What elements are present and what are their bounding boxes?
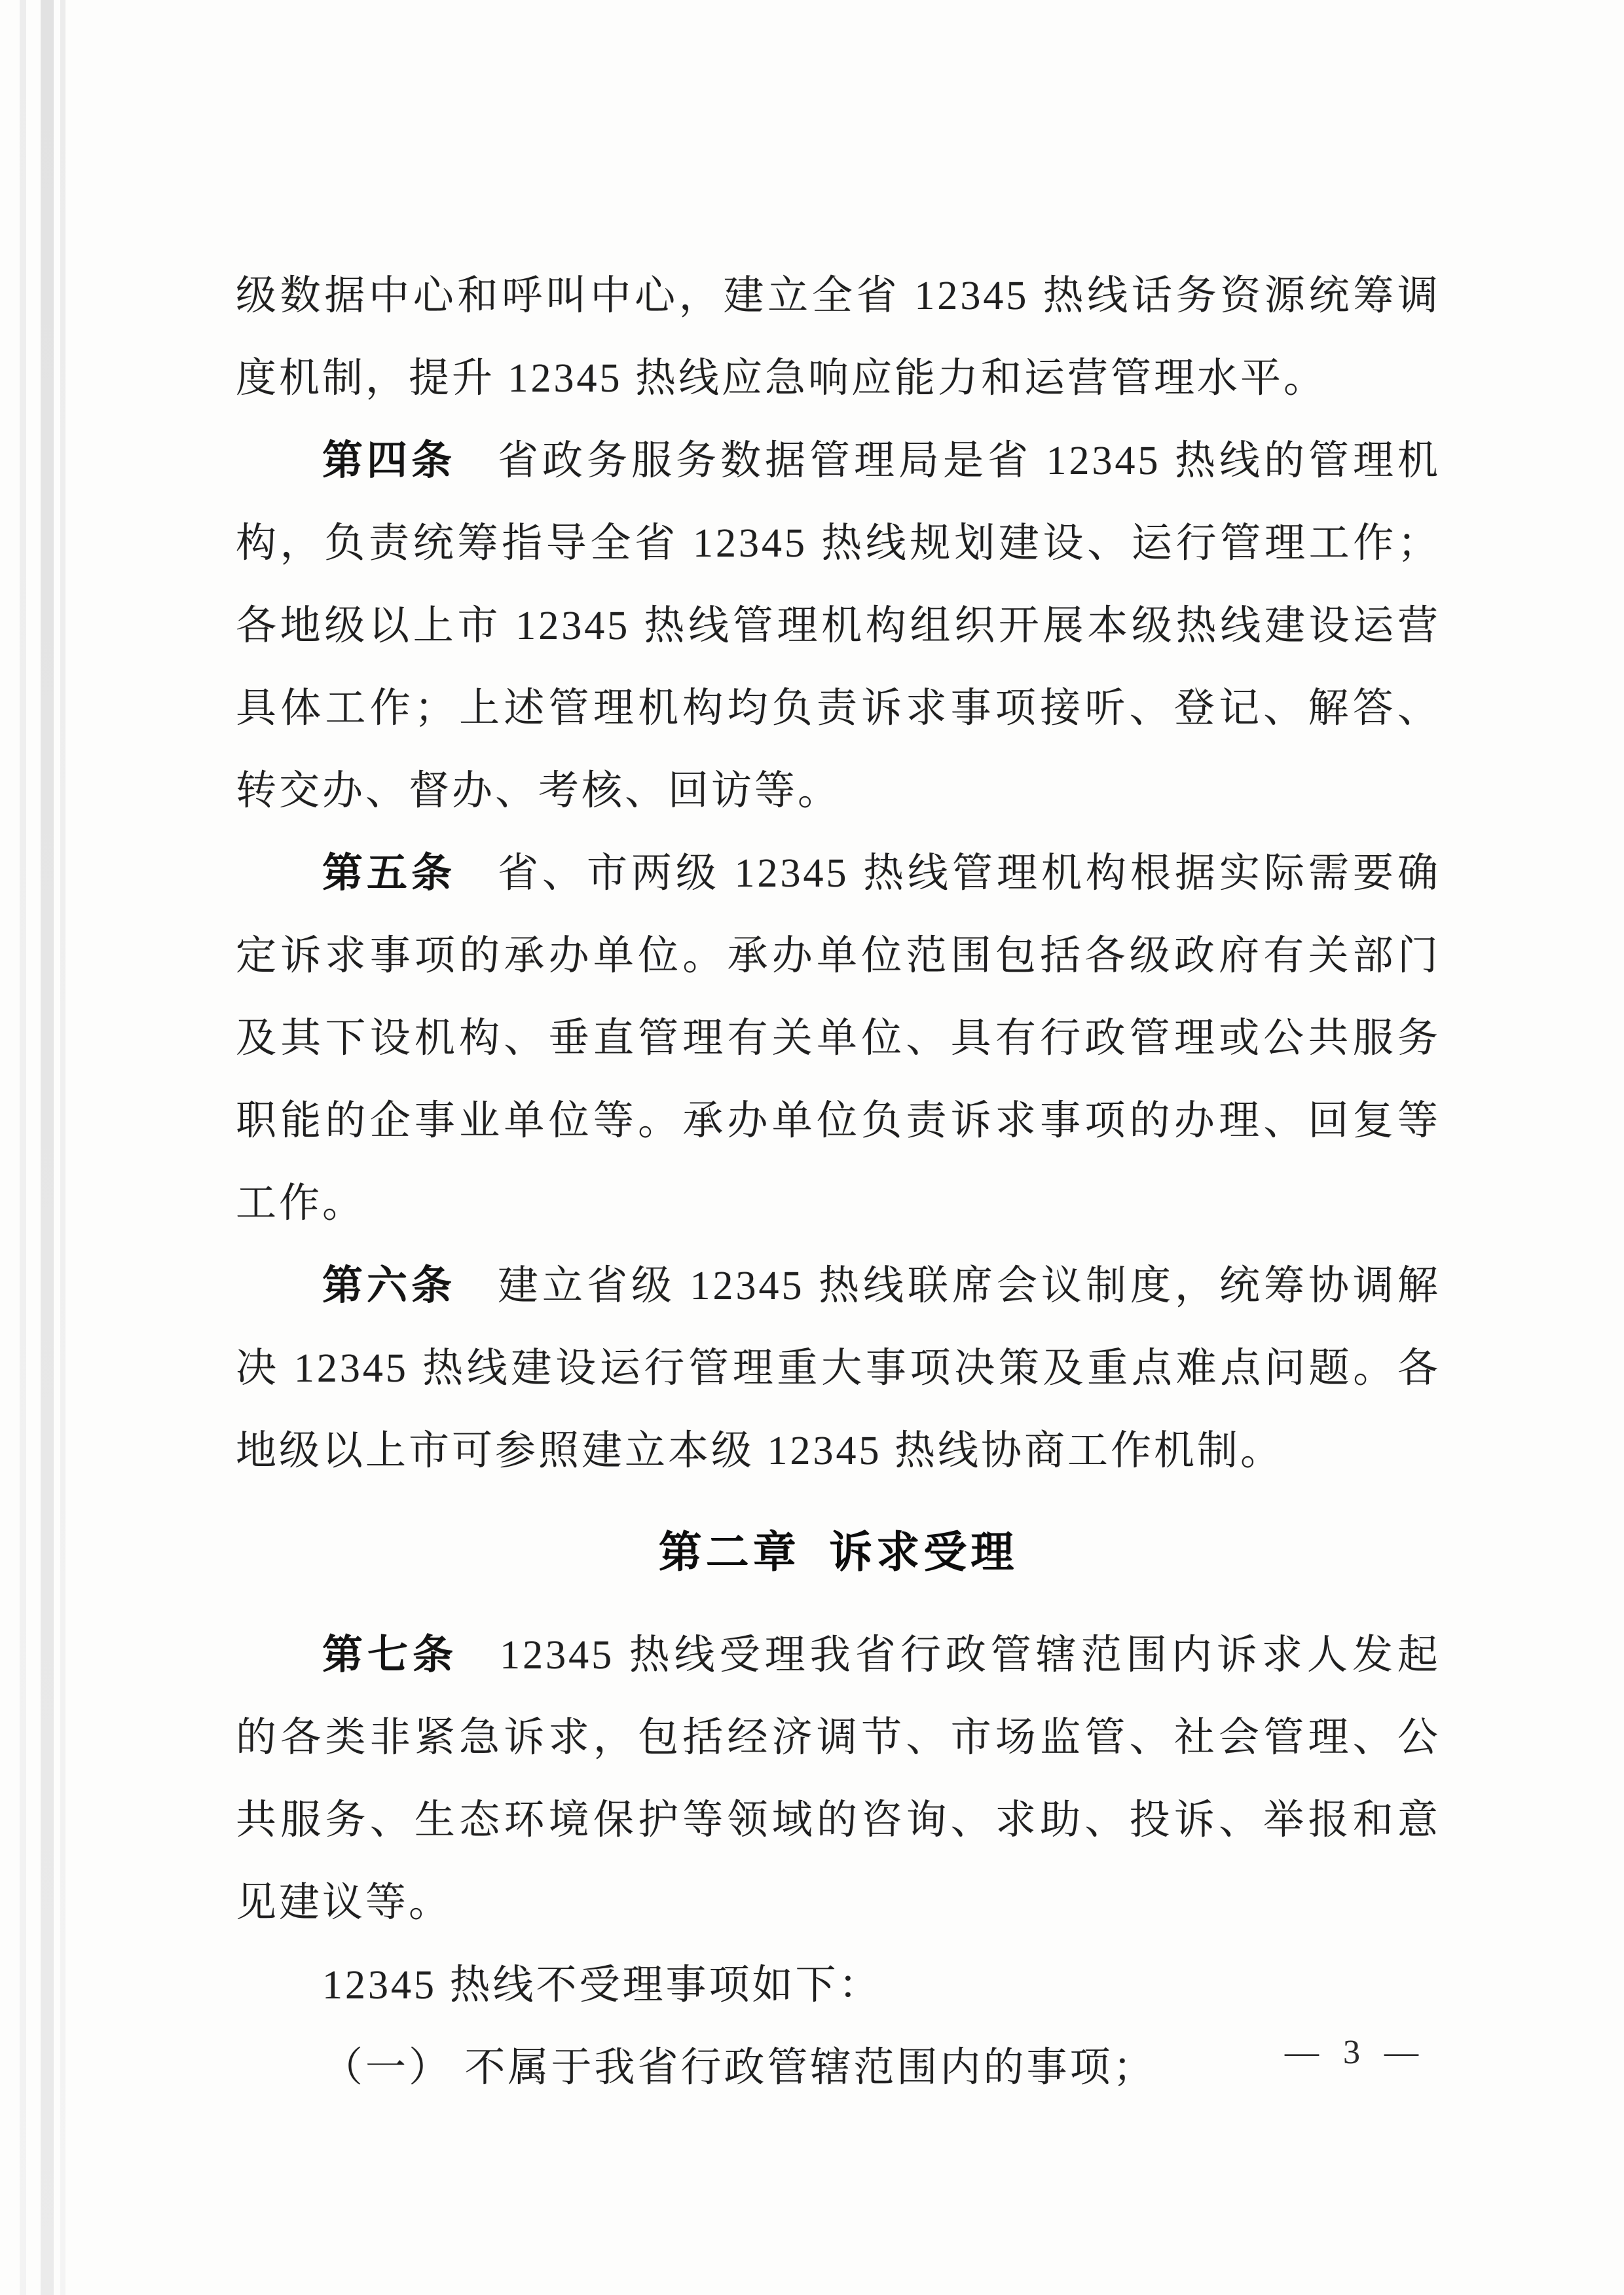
document-body <box>236 255 1441 2109</box>
page-number: — 3 — <box>1285 2034 1426 2071</box>
chapter-heading: 第二章 诉求受理 <box>658 1529 1018 1577</box>
article-number-label: 第五条 <box>322 851 456 896</box>
article-paragraph <box>236 1614 1441 1944</box>
article-number-label: 第六条 <box>322 1263 456 1308</box>
article-paragraph <box>236 1245 1441 1492</box>
article-number-label: 第四条 <box>322 438 456 483</box>
scan-binding-artifact <box>41 0 54 2295</box>
scan-binding-artifact <box>60 0 65 2295</box>
article-text: 省、市两级 12345 热线管理机构根据实际需要确定诉求事项的承办单位。承办单位范围包括各级政府有关部门及其下设机构、垂直管理有关单位、具有行政管理或公共服务职能的企事业单位等。承办单位负责诉求事项的办理、回复等工作。 <box>236 851 1441 1226</box>
scan-binding-artifact <box>20 0 26 2295</box>
continuation-paragraph: 级数据中心和呼叫中心，建立全省 12345 热线话务资源统筹调度机制，提升 12345 热线应急响应能力和运营管理水平。 <box>236 274 1441 401</box>
body-paragraph: 12345 热线不受理事项如下： <box>322 1963 882 2008</box>
body-paragraph: （一） 不属于我省行政管辖范围内的事项； <box>322 2046 1156 2090</box>
article-paragraph <box>236 420 1441 832</box>
article-paragraph <box>236 832 1441 1245</box>
article-number-label: 第七条 <box>322 1632 458 1678</box>
article-text: 12345 热线受理我省行政管辖范围内诉求人发起的各类非紧急诉求，包括经济调节、市场监管、社会管理、公共服务、生态环境保护等领域的咨询、求助、投诉、举报和意见建议等。 <box>236 1633 1441 1925</box>
article-text: 建立省级 12345 热线联席会议制度，统筹协调解决 12345 热线建设运行管理重大事项决策及重点难点问题。各地级以上市可参照建立本级 12345 热线协商工作机制。 <box>236 1264 1441 1473</box>
article-text: 省政务服务数据管理局是省 12345 热线的管理机构，负责统筹指导全省 12345 热线规划建设、运行管理工作；各地级以上市 12345 热线管理机构组织开展本级热线建设运营具体工作；上述管理机构均负责诉求事项接听、登记、解答、转交办、督办、考核、回访等。 <box>236 439 1441 813</box>
